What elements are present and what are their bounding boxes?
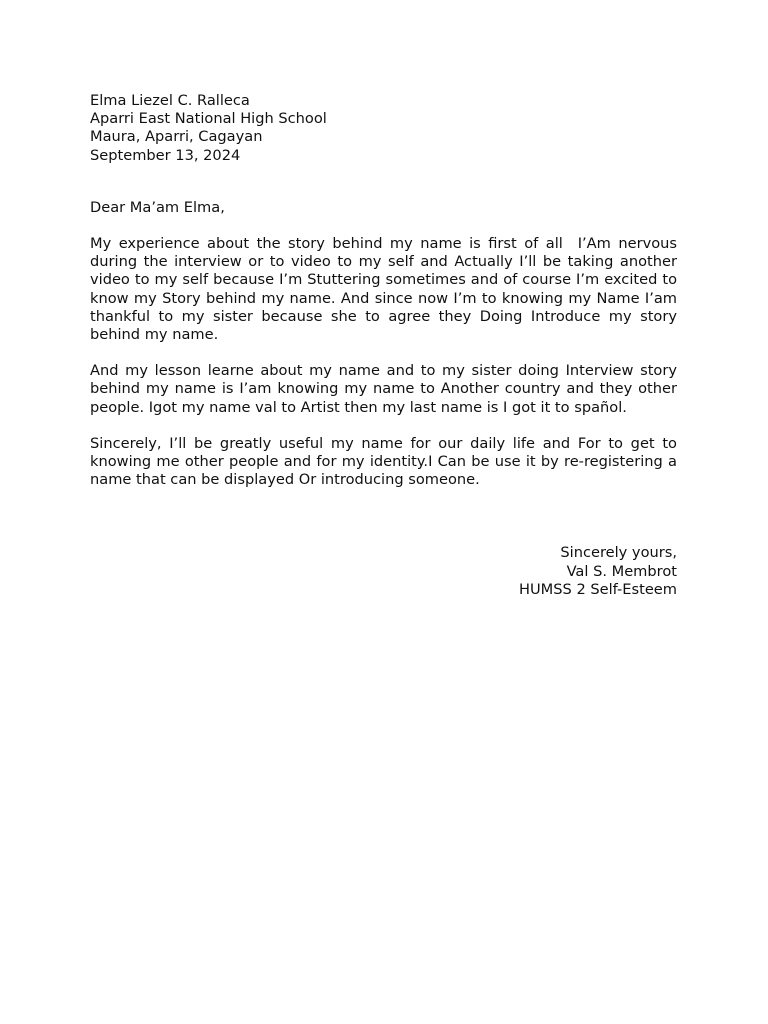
signer-section: HUMSS 2 Self-Esteem bbox=[519, 580, 677, 598]
sender-name: Elma Liezel C. Ralleca bbox=[90, 92, 250, 109]
closing-phrase: Sincerely yours, bbox=[560, 544, 677, 562]
body-paragraph-1: My experience about the story behind my name is first of all I’Am nervous during the interview or to video to my self and Actually I’ll be taking another video to my self because I’m Stuttering sometimes and of course I’m excited to know my Story behind my name. And since now I’m to knowing my Name I’am thankful to my sister because she to agree they Doing Introduce my story behind my name. bbox=[90, 235, 682, 344]
letter-date: September 13, 2024 bbox=[90, 146, 241, 164]
letter-page bbox=[90, 92, 682, 599]
sender-school: Aparri East National High School bbox=[90, 110, 327, 128]
salutation: Dear Ma’am Elma, bbox=[90, 198, 225, 216]
sender-address: Maura, Aparri, Cagayan bbox=[90, 128, 263, 146]
signer-name: Val S. Membrot bbox=[566, 562, 677, 580]
body-paragraph-3: Sincerely, I’ll be greatly useful my name for our daily life and For to get to knowing me other people and for my identity.I Can be use it by re-registering a name that can be displayed Or introducing someone. bbox=[90, 434, 682, 489]
body-paragraph-2: And my lesson learne about my name and to my sister doing Interview story behind my name is I’am knowing my name to Another country and they other people. Igot my name val to Artist then my last name is I got it to spañol. bbox=[90, 362, 682, 416]
sender-block bbox=[90, 92, 677, 165]
closing-block bbox=[90, 544, 677, 599]
